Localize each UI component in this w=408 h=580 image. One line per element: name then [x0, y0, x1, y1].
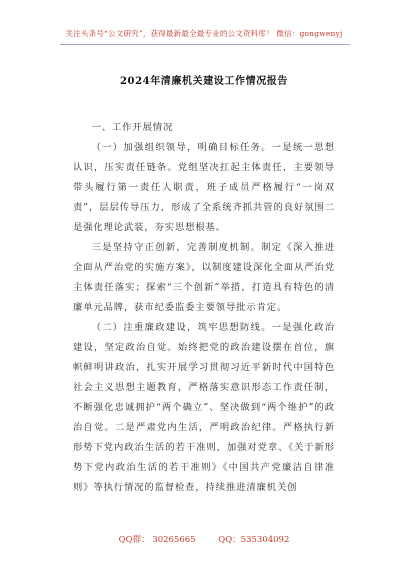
header-banner: 关注头条号“公文研究”，获得最新最全最专业的公文资料库！ 微信：gongwenyj: [65, 29, 343, 38]
footer-qq-group: QQ群： 30265665: [118, 535, 196, 545]
body-paragraph: （二）注重廉政建设，筑牢思想防线。一是强化政治建设，坚定政治自觉。始终把党的政治建设摆在首位，旗帜鲜明讲政治，扎实开展学习贯彻习近平新时代中国特色社会主义思想主题教育，严格落实意识形态工作责任制，不断强化忠诚拥护“两个确立”、坚决做到“两个维护”的政治自觉。二是严肃党内生活，严明政治纪律。严格执行新形势下党内政治生活的若干准则，加强对党章、《关于新形势下党内政治生活的若干准则》《中国共产党廉洁自律准则》等执行情况的监督检查，持续推进清廉机关创: [73, 322, 335, 493]
footer-contacts: [0, 533, 408, 545]
document-body: [73, 118, 335, 498]
document-title: 2024年清廉机关建设工作情况报告: [119, 76, 289, 87]
section-heading: 一、工作开展情况: [91, 122, 174, 133]
body-paragraph: 三是坚持守正创新，完善制度机制。制定《深入推进全面从严治党的实施方案》，以制度建设深化全面从严治党主体责任落实；探索“三个创新”举措，打造具有特色的清廉单元品牌，获市纪委监委主要领导批示肯定。: [73, 242, 335, 313]
body-paragraph: （一）加强组织领导，明确目标任务。一是统一思想认识，压实责任链条。党组坚决扛起主体责任，主要领导带头履行第一责任人职责，班子成员严格履行“一岗双责”，层层传导压力，形成了全系统齐抓共管的良好氛围二是强化理论武装，夯实思想根基。: [73, 142, 335, 233]
header-divider: [60, 44, 350, 45]
footer-qq: QQ：535304092: [218, 535, 290, 545]
